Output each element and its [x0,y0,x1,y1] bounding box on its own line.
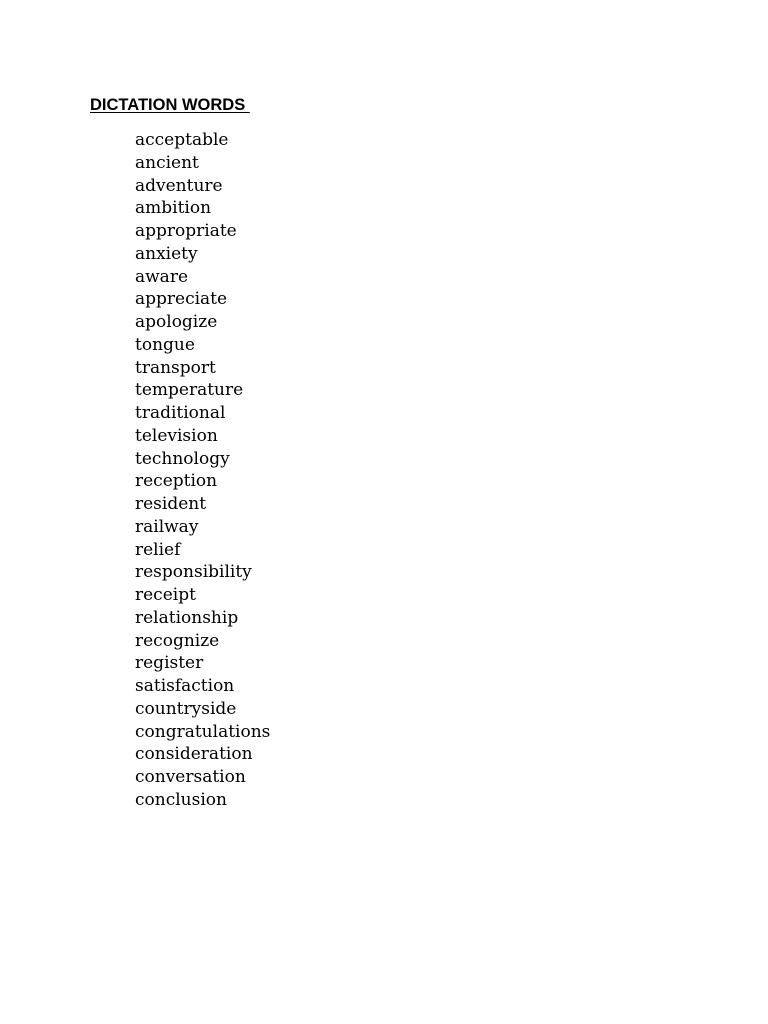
item-word: countryside [135,698,237,719]
item-word: consideration [135,744,253,765]
item-word: temperature [135,380,244,401]
item-word: television [135,425,218,446]
item-word: technology [135,448,230,469]
item-word: receipt [135,585,196,605]
item-word: register [135,653,204,674]
item-word: conclusion [135,789,227,810]
item-word: anxiety [135,243,198,264]
item-word: ancient [135,152,199,173]
item-word: appropriate [135,221,237,241]
item-word: railway [135,516,199,537]
item-word: relief [135,539,181,560]
item-word: apologize [135,312,218,332]
item-word: aware [135,266,189,287]
item-word: relationship [135,607,239,628]
document-title: DICTATION WORDS [90,96,250,114]
item-word: conversation [135,767,246,787]
item-word: responsibility [135,562,252,583]
item-word: tongue [135,334,195,355]
item-word: congratulations [135,721,271,742]
item-word: traditional [135,403,226,423]
item-word: acceptable [135,130,229,150]
item-word: appreciate [135,289,228,310]
item-word: ambition [135,198,212,219]
item-word: resident [135,494,207,514]
item-word: satisfaction [135,676,235,696]
item-word: adventure [135,175,223,196]
item-word: transport [135,357,216,378]
item-word: reception [135,471,218,492]
item-word: recognize [135,630,220,651]
